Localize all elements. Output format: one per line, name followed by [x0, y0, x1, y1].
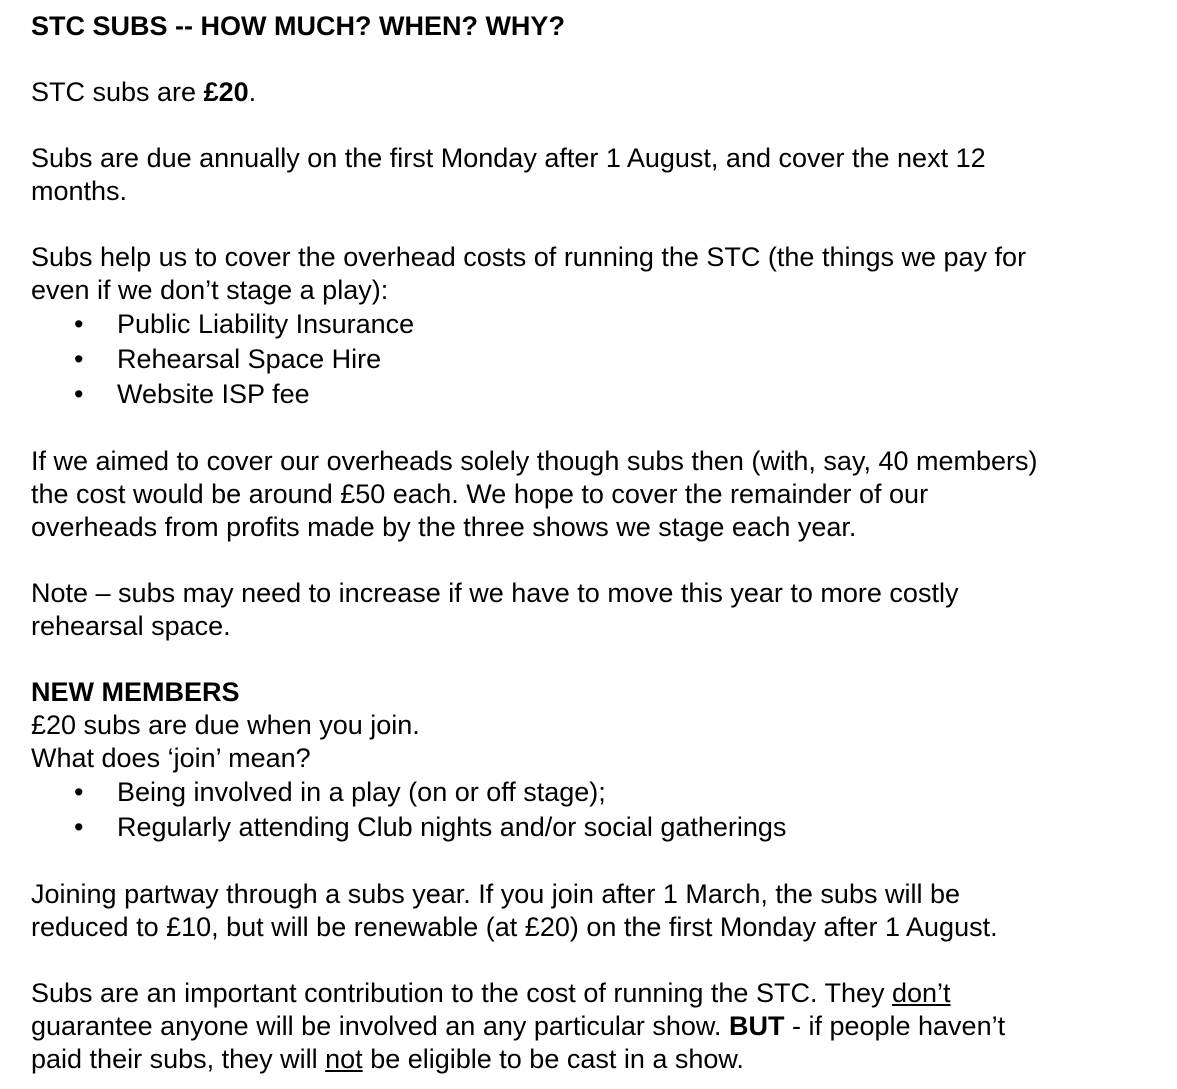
underlined-dont: don’t — [891, 978, 951, 1008]
note-line-1: Note – subs may need to increase if we have to move this year to more costly — [31, 578, 959, 608]
due-line-2: months. — [31, 176, 128, 206]
note-line-2: rehearsal space. — [31, 611, 231, 641]
contribution-line-2: guarantee anyone will be involved an any particular show. BUT - if people haven’t — [31, 1011, 1006, 1041]
subs-amount-value: £20 — [203, 77, 249, 107]
underlined-not: not — [325, 1044, 363, 1074]
document-body — [31, 10, 1151, 1076]
page-title: STC SUBS -- HOW MUCH? WHEN? WHY? — [31, 11, 565, 41]
list-item: • Rehearsal Space Hire — [31, 342, 1151, 377]
contribution-line-3: paid their subs, they will not be eligible to be cast in a show. — [31, 1044, 744, 1074]
new-members-heading: NEW MEMBERS — [31, 677, 240, 707]
subs-amount-paragraph — [31, 76, 1151, 109]
overheads-line-2: even if we don’t stage a play): — [31, 275, 389, 305]
aim-line-3: overheads from profits made by the three shows we stage each year. — [31, 512, 857, 542]
bold-but: BUT — [728, 1011, 785, 1041]
due-line-1: Subs are due annually on the first Monday after 1 August, and cover the next 12 — [31, 143, 986, 173]
bullet-icon: • — [74, 309, 84, 339]
partway-line-1: Joining partway through a subs year. If you join after 1 March, the subs will be — [31, 879, 960, 909]
bullet-icon: • — [74, 344, 84, 374]
list-item: • Regularly attending Club nights and/or social gatherings — [31, 810, 1151, 845]
list-item: • Public Liability Insurance — [31, 307, 1151, 342]
subs-amount-prefix: STC subs are — [31, 77, 204, 107]
subs-amount-suffix: . — [248, 77, 257, 107]
new-members-line-1: £20 subs are due when you join. — [31, 710, 420, 740]
bullet-icon: • — [74, 812, 84, 842]
join-list — [31, 775, 1151, 845]
list-item: • Being involved in a play (on or off stage); — [31, 775, 1151, 810]
partway-line-2: reduced to £10, but will be renewable (at £20) on the first Monday after 1 August. — [31, 912, 998, 942]
list-item: • Website ISP fee — [31, 377, 1151, 412]
bullet-icon: • — [74, 379, 84, 409]
overheads-list — [31, 307, 1151, 412]
bullet-icon: • — [74, 777, 84, 807]
aim-line-1: If we aimed to cover our overheads solely though subs then (with, say, 40 members) — [31, 446, 1038, 476]
new-members-line-2: What does ‘join’ mean? — [31, 743, 311, 773]
overheads-line-1: Subs help us to cover the overhead costs of running the STC (the things we pay for — [31, 242, 1027, 272]
contribution-line-1: Subs are an important contribution to the cost of running the STC. They don’t — [31, 978, 951, 1008]
aim-line-2: the cost would be around £50 each. We hope to cover the remainder of our — [31, 479, 929, 509]
